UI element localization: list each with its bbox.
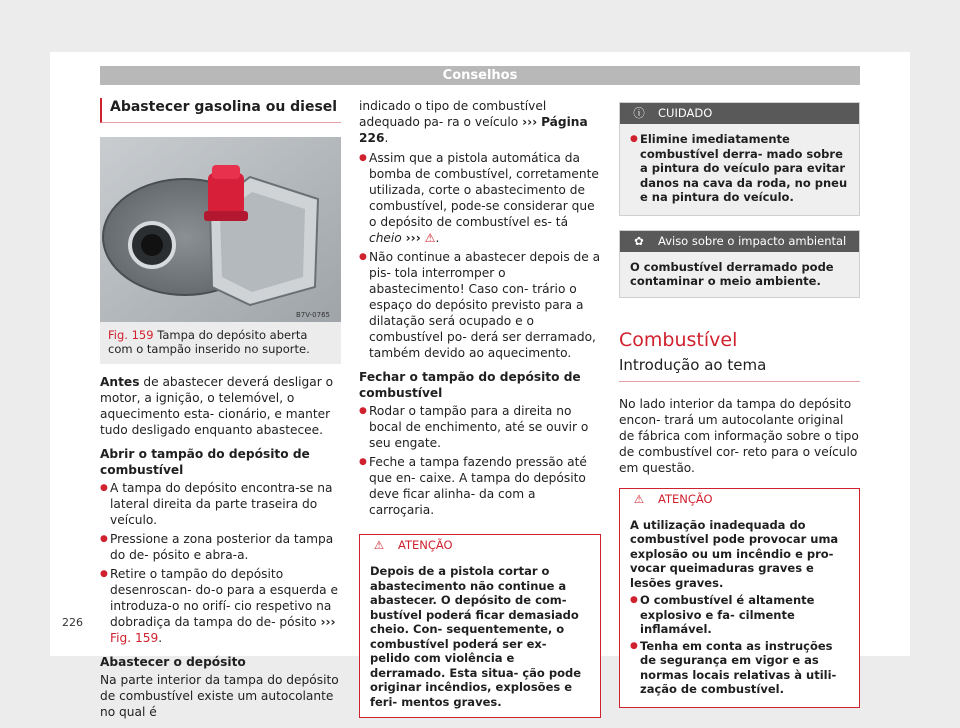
environment-flower-icon: ✿ — [634, 233, 644, 248]
environment-text: O combustível derramado pode contaminar o meio ambiente. — [620, 252, 859, 297]
warning-body — [620, 510, 859, 707]
column-1 — [100, 98, 341, 728]
bullet-item: ● Não continue a abastecer depois de a pis- tola interromper o abastecimento! Caso con- trário o espaço do depósito previsto para a dilatação será ocupado e o combustível po- derá ser derramado, também devido ao aquecimento. — [359, 249, 601, 361]
page-reference[interactable]: Página 226 — [359, 115, 588, 145]
caution-box — [619, 102, 860, 216]
figure-159 — [100, 137, 341, 364]
warning-box — [359, 534, 601, 718]
warning-header — [360, 535, 600, 556]
bullet-item: ● Rodar o tampão para a direita no bocal de enchimento, até se ouvir o seu engate. — [359, 403, 601, 451]
chapter-title: Combustível — [619, 328, 738, 351]
heading-close-cap: Fechar o tampão do depósito de combustível — [359, 370, 581, 400]
environment-header — [620, 231, 859, 252]
warning-box — [619, 488, 860, 708]
environment-box — [619, 230, 860, 298]
subsection-title: Introdução ao tema — [619, 356, 860, 382]
caution-body — [620, 124, 859, 215]
column-3 — [619, 98, 860, 708]
intro-text: de abastecer deverá desligar o motor, a ignição, o telemóvel, o aquecimento esta- cionário, e manter tudo desligado enquanto abastecee. — [100, 375, 334, 437]
bullet-item: ● Elimine imediatamente combustível derra- mado sobre a pintura do veículo para evitar danos na cava da roda, no pneu e na pintura do veículo. — [630, 132, 849, 205]
figure-label: Fig. 159 — [108, 328, 154, 342]
bullet-item: ● Retire o tampão do depósito desenroscan- do-o para a esquerda e introduza-o no orifí- cio respetivo na dobradiça da tampa do de- pósito ››› Fig. 159. — [100, 566, 341, 646]
cross-ref-chevron: ››› — [405, 231, 421, 245]
heading-refuel: Abastecer o depósito — [100, 655, 246, 669]
warning-title: ATENÇÃO — [398, 538, 453, 552]
figure-caption-text: Tampa do depósito aberta com o tampão inserido no suporte. — [108, 328, 310, 356]
intro-paragraph: No lado interior da tampa do depósito encon- trará um autocolante original de fábrica com informação sobre o tipo de combustível cor- reto para o veículo em questão. — [619, 396, 859, 475]
cross-ref-chevron: ››› — [522, 115, 538, 129]
bullet-item: ● Tenha em conta as instruções de segurança em vigor e as normas locais relativas à utili- zação de combustível. — [630, 639, 849, 697]
warning-text: Depois de a pistola cortar o abastecimento não continue a abastecer. O depósito de com- bustível poderá ficar demasiado cheio. Con- sequentemente, o combustível poderá ser ex- pelido com violência e derramado. Esta situa- ção pode originar incêndios, explosões e feri- mentos graves. — [360, 556, 600, 717]
figure-code: B7V-0765 — [296, 311, 330, 319]
intro-bold: Antes — [100, 375, 140, 389]
intro-paragraph — [100, 374, 341, 438]
warning-triangle-icon: ⚠ — [424, 231, 436, 245]
warning-triangle-icon: ⚠ — [633, 491, 645, 506]
warning-title: ATENÇÃO — [658, 491, 713, 506]
refuel-paragraph: Na parte interior da tampa do depósito de combustível existe um autocolante no qual é — [100, 673, 339, 719]
bullet-item: ● Assim que a pistola automática da bomba de combustível, corretamente utilizada, corte o abastecimento de combustível, pode-se considerar que o depósito de combustível es- tá cheio ››› ⚠. — [359, 150, 601, 246]
warning-text: A utilização inadequada do combustível pode provocar uma explosão ou um incêndio e pro- vocar queimaduras graves e lesões graves. — [630, 517, 839, 590]
figure-reference[interactable]: Fig. 159 — [110, 631, 159, 645]
caution-title: CUIDADO — [658, 106, 713, 120]
bullet-item: ● Feche a tampa fazendo pressão até que en- caixe. A tampa do depósito deve ficar alinha- da com a carroçaria. — [359, 454, 601, 518]
info-circle-icon: ⓘ — [633, 106, 645, 120]
section-title: Abastecer gasolina ou diesel — [100, 98, 341, 123]
column-2 — [359, 98, 601, 718]
continued-text: indicado o tipo de combustível adequado pa- ra o veículo — [359, 99, 547, 129]
bullet-text: Retire o tampão do depósito desenroscan- do-o para a esquerda e introduza-o no orifí- cio respetivo na dobradiça da tampa do de- pósito — [110, 567, 338, 629]
continued-paragraph: indicado o tipo de combustível adequado pa- ra o veículo ››› Página 226. — [359, 99, 588, 145]
running-header: Conselhos — [100, 66, 860, 85]
italic-word: cheio — [369, 231, 402, 245]
bullet-item: ● A tampa do depósito encontra-se na lateral direita da parte traseira do veículo. — [100, 480, 341, 528]
bullet-item: ● Pressione a zona posterior da tampa do de- pósito e abra-a. — [100, 531, 341, 563]
figure-caption — [100, 322, 341, 356]
fuel-cap-illustration — [100, 137, 341, 322]
warning-triangle-icon: ⚠ — [373, 538, 385, 552]
page-number: 226 — [62, 616, 83, 629]
caution-header — [620, 103, 859, 124]
heading-open-cap: Abrir o tampão do depósito de combustível — [100, 447, 310, 477]
bullet-item: ● O combustível é altamente explosivo e fa- cilmente inflamável. — [630, 593, 849, 637]
bullet-text: Assim que a pistola automática da bomba de combustível, corretamente utilizada, corte o abastecimento de combustível, pode-se considerar que o depósito de combustível es- tá — [369, 151, 599, 229]
environment-title: Aviso sobre o impacto ambiental — [658, 233, 847, 248]
cross-ref-chevron: ››› — [320, 615, 336, 629]
warning-header — [620, 489, 859, 510]
